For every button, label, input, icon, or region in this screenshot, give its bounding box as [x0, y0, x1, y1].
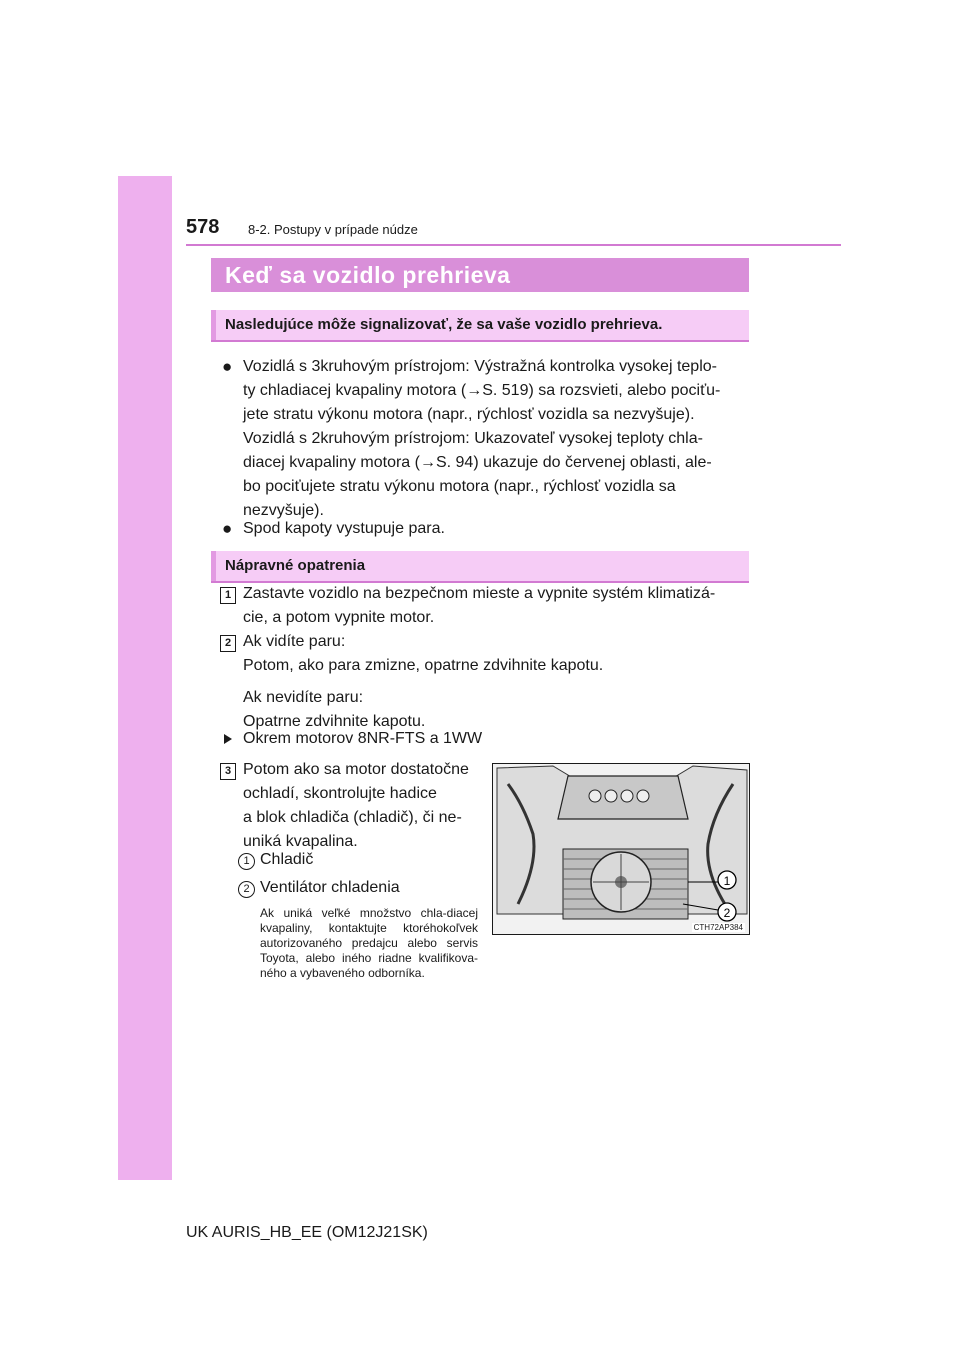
- bullet-1-line: Vozidlá s 2kruhovým prístrojom: Ukazovateľ vysokej teploty chla-: [243, 430, 703, 447]
- bullet-1-line: bo pociťujete stratu výkonu motora (napr., rýchlosť vozidla sa: [243, 478, 676, 495]
- step-number-box: 2: [220, 635, 236, 652]
- step-2-text: [243, 630, 748, 734]
- legend-label-radiator: Chladič: [260, 851, 314, 868]
- intro-heading-text: Nasledujúce môže signalizovať, že sa vaše vozidlo prehrieva.: [225, 316, 663, 333]
- chapter-title: 8-2. Postupy v prípade núdze: [248, 222, 418, 237]
- bullet-1-line: jete stratu výkonu motora (napr., rýchlosť vozidla sa nezvyšuje).: [243, 406, 695, 423]
- engine-bay-figure: [492, 763, 750, 935]
- bullet-1-line: ty chladiacej kvapaliny motora (→S. 519) sa rozsvieti, alebo pociťu-: [243, 382, 721, 399]
- step-1-text: [243, 582, 748, 630]
- small-note: Ak uniká veľké množstvo chla-diacej kvapaliny, kontaktujte ktoréhokoľvek autorizovaného predajcu alebo servis Toyota, alebo iného riadne kvalifikova-ného a vybaveného odborníka.: [260, 906, 478, 980]
- triangle-marker-icon: [224, 734, 232, 744]
- step-number-box: 1: [220, 587, 236, 604]
- side-tab: [118, 176, 172, 1180]
- step-3-line: Potom ako sa motor dostatočne: [243, 761, 469, 778]
- figure-callout-1: 1: [723, 874, 731, 888]
- bullet-1-line: nezvyšuje).: [243, 502, 324, 519]
- step-3-text: [243, 758, 478, 854]
- step-1-line: cie, a potom vypnite motor.: [243, 609, 435, 626]
- step-2-line: Ak vidíte paru:: [243, 633, 346, 650]
- bullet-1-text: [243, 355, 748, 523]
- engine-note: Okrem motorov 8NR-FTS a 1WW: [243, 730, 483, 747]
- intro-heading: [211, 310, 749, 340]
- section-title: Keď sa vozidlo prehrieva: [211, 258, 749, 292]
- bullet-1-line: diacej kvapaliny motora (→S. 94) ukazuje do červenej oblasti, ale-: [243, 454, 712, 471]
- step-2-line: Potom, ako para zmizne, opatrne zdvihnite kapotu.: [243, 657, 604, 674]
- step-3-line: a blok chladiča (chladič), či ne-: [243, 809, 462, 826]
- engine-bay-illustration: [493, 764, 750, 935]
- step-number-box: 3: [220, 763, 236, 780]
- corrective-heading-text: Nápravné opatrenia: [225, 557, 366, 574]
- step-2-line: Opatrne zdvihnite kapotu.: [243, 713, 426, 730]
- legend-label-fan: Ventilátor chladenia: [260, 879, 400, 896]
- step-3-line: uniká kvapalina.: [243, 833, 358, 850]
- bullet-1-line: Vozidlá s 3kruhovým prístrojom: Výstražná kontrolka vysokej teplo-: [243, 358, 717, 375]
- header-rule: [186, 244, 841, 246]
- figure-code: CTH72AP384: [693, 923, 743, 932]
- step-2-line: Ak nevidíte paru:: [243, 689, 364, 706]
- legend-number-circle: 1: [238, 853, 255, 870]
- footer-model: UK AURIS_HB_EE (OM12J21SK): [186, 1224, 428, 1241]
- step-3-line: ochladí, skontrolujte hadice: [243, 785, 437, 802]
- intro-heading-rule: [211, 340, 749, 342]
- bullet-2-text: Spod kapoty vystupuje para.: [243, 520, 445, 537]
- legend-number-circle: 2: [238, 881, 255, 898]
- step-1-line: Zastavte vozidlo na bezpečnom mieste a vypnite systém klimatizá-: [243, 585, 716, 602]
- figure-callout-2: 2: [723, 906, 731, 920]
- bullet-icon: ●: [222, 357, 233, 376]
- page-number: 578: [186, 216, 220, 238]
- bullet-icon: ●: [222, 519, 233, 538]
- corrective-heading: [211, 551, 749, 581]
